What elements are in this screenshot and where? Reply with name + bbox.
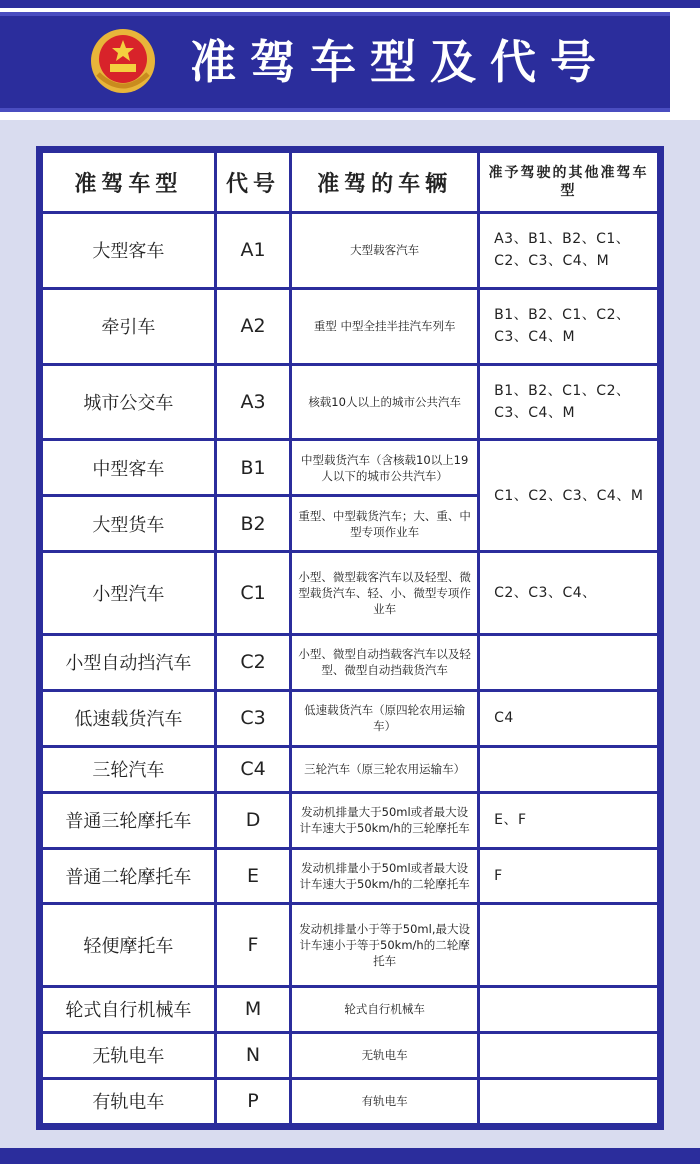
cell-other: B1、B2、C1、C2、C3、C4、M <box>480 366 657 439</box>
table-header-row <box>43 153 657 211</box>
cell-other: A3、B1、B2、C1、C2、C3、C4、M <box>480 214 657 287</box>
table-row <box>43 366 657 439</box>
cell-vehicles: 小型、微型载客汽车以及轻型、微型载货汽车、轻、小、微型专项作业车 <box>292 553 477 632</box>
table-row <box>43 748 657 791</box>
cell-code: E <box>217 850 289 903</box>
footer-strip <box>0 1148 700 1164</box>
table-row <box>43 905 657 984</box>
license-class-table <box>36 146 664 1130</box>
cell-vehicles: 核载10人以上的城市公共汽车 <box>292 366 477 439</box>
cell-other: C1、C2、C3、C4、M <box>480 441 657 550</box>
cell-vehicles: 低速载货汽车（原四轮农用运输车） <box>292 692 477 745</box>
cell-vehicles: 大型载客汽车 <box>292 214 477 287</box>
table-row <box>43 988 657 1031</box>
cell-code: C1 <box>217 553 289 632</box>
cell-type: 小型汽车 <box>43 553 214 632</box>
cell-type: 中型客车 <box>43 441 214 494</box>
cell-type: 轻便摩托车 <box>43 905 214 984</box>
cell-type: 大型货车 <box>43 497 214 550</box>
table-row <box>43 214 657 287</box>
cell-type: 轮式自行机械车 <box>43 988 214 1031</box>
cell-other: C2、C3、C4、 <box>480 553 657 632</box>
cell-vehicles: 无轨电车 <box>292 1034 477 1077</box>
cell-code: C4 <box>217 748 289 791</box>
cell-type: 无轨电车 <box>43 1034 214 1077</box>
column-header-code: 代号 <box>217 153 289 211</box>
cell-other <box>480 905 657 984</box>
cell-vehicles: 小型、微型自动挡载客汽车以及轻型、微型自动挡载货汽车 <box>292 636 477 689</box>
column-header-other: 准予驾驶的其他准驾车型 <box>480 153 657 211</box>
cell-vehicles: 中型载货汽车（含核载10以上19人以下的城市公共汽车） <box>292 441 477 494</box>
cell-other <box>480 1034 657 1077</box>
column-header-vehicles: 准驾的车辆 <box>292 153 477 211</box>
cell-code: A1 <box>217 214 289 287</box>
table-row <box>43 692 657 745</box>
cell-code: P <box>217 1080 289 1123</box>
table-row <box>43 1034 657 1077</box>
column-header-type: 准驾车型 <box>43 153 214 211</box>
cell-code: A3 <box>217 366 289 439</box>
table-row <box>43 553 657 632</box>
header <box>0 0 700 120</box>
table-row <box>43 794 657 847</box>
cell-other <box>480 988 657 1031</box>
cell-code: M <box>217 988 289 1031</box>
table-row <box>43 441 657 494</box>
cell-other: B1、B2、C1、C2、C3、C4、M <box>480 290 657 363</box>
cell-code: A2 <box>217 290 289 363</box>
cell-code: B2 <box>217 497 289 550</box>
cell-type: 城市公交车 <box>43 366 214 439</box>
cell-vehicles: 发动机排量大于50ml或者最大设计车速大于50km/h的三轮摩托车 <box>292 794 477 847</box>
cell-vehicles: 发动机排量小于50ml或者最大设计车速大于50km/h的二轮摩托车 <box>292 850 477 903</box>
cell-type: 有轨电车 <box>43 1080 214 1123</box>
cell-vehicles: 有轨电车 <box>292 1080 477 1123</box>
table-row <box>43 636 657 689</box>
cell-vehicles: 重型、中型载货汽车；大、重、中型专项作业车 <box>292 497 477 550</box>
cell-code: C2 <box>217 636 289 689</box>
table-row <box>43 1080 657 1123</box>
cell-type: 普通三轮摩托车 <box>43 794 214 847</box>
cell-code: N <box>217 1034 289 1077</box>
license-table <box>40 150 660 1126</box>
cell-vehicles: 重型 中型全挂半挂汽车列车 <box>292 290 477 363</box>
cell-vehicles: 三轮汽车（原三轮农用运输车） <box>292 748 477 791</box>
table-row <box>43 290 657 363</box>
cell-other: E、F <box>480 794 657 847</box>
cell-other: F <box>480 850 657 903</box>
cell-other: C4 <box>480 692 657 745</box>
cell-type: 小型自动挡汽车 <box>43 636 214 689</box>
cell-code: C3 <box>217 692 289 745</box>
cell-other <box>480 636 657 689</box>
table-row <box>43 850 657 903</box>
cell-code: D <box>217 794 289 847</box>
cell-code: F <box>217 905 289 984</box>
cell-type: 普通二轮摩托车 <box>43 850 214 903</box>
page-title: 准驾车型及代号 <box>190 35 610 89</box>
cell-type: 三轮汽车 <box>43 748 214 791</box>
police-emblem-icon <box>88 26 158 96</box>
cell-other <box>480 1080 657 1123</box>
cell-vehicles: 发动机排量小于等于50ml,最大设计车速小于等于50km/h的二轮摩托车 <box>292 905 477 984</box>
cell-type: 牵引车 <box>43 290 214 363</box>
cell-type: 低速载货汽车 <box>43 692 214 745</box>
cell-other <box>480 748 657 791</box>
cell-vehicles: 轮式自行机械车 <box>292 988 477 1031</box>
cell-type: 大型客车 <box>43 214 214 287</box>
cell-code: B1 <box>217 441 289 494</box>
header-top-strip <box>0 0 700 8</box>
